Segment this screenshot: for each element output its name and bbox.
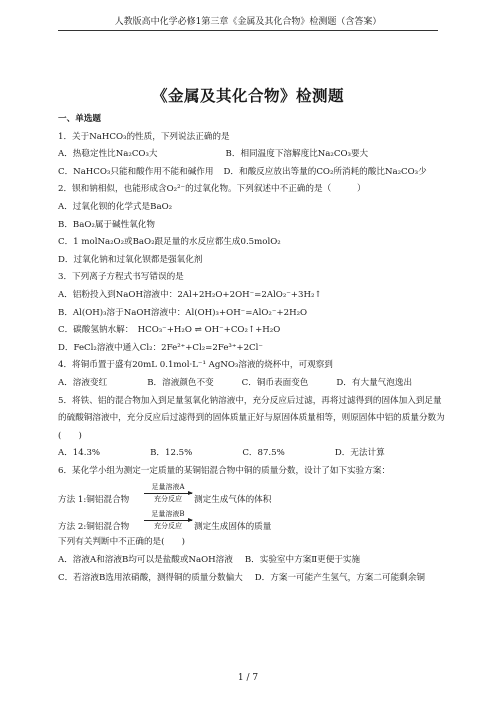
document-header: 人教版高中化学必修1第三章《金属及其化合物》检测题（含答案）	[114, 17, 382, 27]
option-d: D．过氧化钠和过氧化钡都是强氧化剂	[58, 254, 203, 265]
arrow-bottom-label: 充分反应	[154, 495, 182, 504]
question-6-options-row1	[58, 552, 448, 570]
question-2-stem: 2．钡和钠相似，也能形成含O₂²⁻的过氧化物。下列叙述中不正确的是（ ）	[58, 184, 366, 195]
option-b: B．相同温度下溶解度比Na₂CO₃要大	[225, 149, 369, 160]
section-heading: 一、单选题	[58, 114, 101, 124]
question-4-stem: 4．将铜币置于盛有20mL 0.1mol·L⁻¹ AgNO₃溶液的烧杯中，可观察到	[58, 360, 333, 371]
arrow-icon	[144, 493, 192, 494]
option-a: A．14.3%	[58, 448, 101, 459]
option-d: D．无法计算	[334, 448, 385, 459]
option-a: A．铝粉投入到NaOH溶液中：2Al+2H₂O+2OH⁻=2AlO₂⁻+3H₂↑	[58, 289, 322, 300]
option-a: A．溶液A和溶液B均可以是盐酸或NaOH溶液	[58, 555, 233, 566]
arrow-bottom-label: 充分反应	[154, 522, 182, 531]
option-c: C．87.5%	[242, 448, 285, 459]
question-6-stem: 6．某化学小组为测定一定质量的某铜铝混合物中铜的质量分数，设计了如下实验方案：	[58, 465, 391, 476]
page-title: 《金属及其化合物》检测题	[151, 86, 344, 105]
option-b: B．BaO₂属于碱性氧化物	[58, 219, 155, 230]
option-c: C．NaHCO₃只能和酸作用不能和碱作用	[58, 166, 214, 177]
option-a: A．溶液变红	[58, 377, 108, 388]
method-1-start: 方法 1:铜铝混合物	[58, 495, 130, 506]
option-c: C．1 molNa₂O₂或BaO₂跟足量的水反应都生成0.5molO₂	[58, 237, 281, 248]
option-b: B．实验室中方案Ⅱ更便于实施	[244, 555, 361, 566]
method-1-result: 测定生成气体的体积	[194, 495, 272, 506]
question-3-stem: 3．下列离子方程式书写错误的是	[58, 272, 184, 283]
option-c: C．碳酸氢钠水解： HCO₃⁻+H₂O ⇌ OH⁻+CO₂↑+H₂O	[58, 325, 281, 336]
option-a: A．热稳定性比Na₂CO₃大	[58, 149, 158, 160]
question-4-options	[58, 375, 448, 393]
option-d: D．方案一可能产生氢气，方案二可能剩余铜	[254, 572, 425, 583]
arrow-icon	[144, 520, 192, 521]
option-d: D．有大量气泡逸出	[336, 377, 413, 388]
option-a: A．过氧化钡的化学式是BaO₂	[58, 201, 173, 212]
reaction-arrow	[144, 510, 192, 531]
arrow-top-label: 足量溶液A	[151, 483, 185, 492]
page-number: 1 / 7	[237, 673, 259, 683]
option-c: C．若溶液B选用浓硝酸，测得铜的质量分数偏大	[58, 572, 243, 583]
method-2-scheme	[58, 507, 448, 534]
question-5-stem: 5．将铁、铝的混合物加入到足量氢氧化钠溶液中，充分反应后过滤，再将过滤得到的固体加入到足量的硫酸铜溶液中，充分反应后过滤得到的固体质量正好与原固体质量相等，则原固体中铝的质量分数为( )	[58, 395, 445, 441]
question-list	[58, 111, 448, 587]
header-divider	[58, 30, 438, 31]
question-6-sub-stem: 下列有关判断中不正确的是( )	[58, 537, 186, 548]
arrow-top-label: 足量溶液B	[151, 510, 185, 519]
option-c: C．铜币表面变色	[241, 377, 309, 388]
question-1-options-row1	[58, 146, 448, 164]
option-d: D．和酸反应放出等量的CO₂所消耗的酸比Na₂CO₃少	[223, 166, 427, 177]
option-b: B．12.5%	[150, 448, 193, 459]
option-d: D．FeCl₂溶液中通入Cl₂：2Fe²⁺+Cl₂=2Fe³⁺+2Cl⁻	[58, 342, 263, 353]
method-2-result: 测定生成固体的质量	[194, 522, 272, 533]
question-1-stem: 1．关于NaHCO₃的性质，下列说法正确的是	[58, 131, 230, 142]
question-1-options-row2	[58, 164, 448, 182]
option-b: B．Al(OH)₃溶于NaOH溶液中：Al(OH)₃+OH⁻=AlO₂⁻+2H₂O	[58, 307, 308, 318]
method-2-start: 方法 2:铜铝混合物	[58, 522, 130, 533]
reaction-arrow	[144, 483, 192, 504]
method-1-scheme	[58, 480, 448, 507]
question-5-options	[58, 445, 448, 463]
question-6-options-row2	[58, 570, 448, 588]
option-b: B．溶液颜色不变	[147, 377, 214, 388]
